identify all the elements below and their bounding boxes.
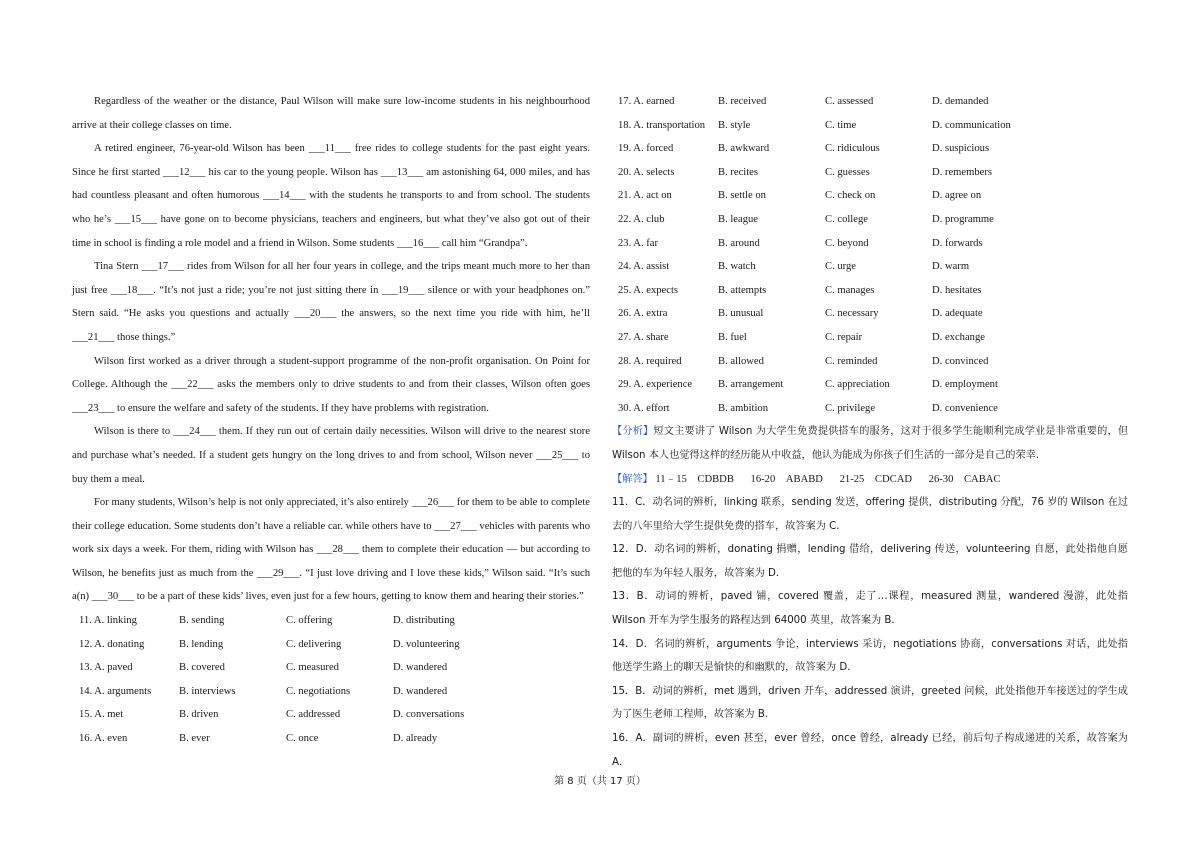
option-cell: D. conversations	[393, 709, 465, 721]
option-cell: B. sending	[179, 615, 225, 627]
option-row	[612, 373, 1128, 397]
passage-paragraph: Wilson first worked as a driver through a student-support programme of the non-profit organisation. On Point for College. Although the ___22___ asks the members only to drive students to and from their classes, Wilson often goes ___23___ to ensure the welfare and safety of the students. If they have problems with registration.	[72, 355, 590, 414]
option-cell: 18. A. transportation	[618, 119, 706, 131]
option-cell: B. settle on	[718, 190, 766, 202]
option-cell: D. convinced	[932, 355, 989, 367]
option-row	[72, 703, 590, 727]
option-cell: C. privilege	[825, 402, 876, 414]
option-row	[72, 680, 590, 704]
options-list-right	[612, 90, 1128, 420]
option-cell: C. negotiations	[286, 685, 351, 697]
option-cell: D. exchange	[932, 331, 985, 343]
option-cell: D. already	[393, 733, 438, 745]
passage-paragraph: For many students, Wilson’s help is not only appreciated, it’s also entirely ___26___ for them to be able to complete their college education. Some students don’t have a reliable car. while others have to ___27___ vehicles with parents who work six days a week. For them, riding with Wilson has ___28___ them to complete their education — but according to Wilson, he benefits just as much from the ___29___. “I just love driving and I love these kids,” Wilson said. “It’s such a(n) ___30___ to be a part of these kids’ lives, even just for a few hours, getting to know them and hearing their stories.”	[72, 497, 590, 603]
option-cell: C. repair	[825, 331, 863, 343]
passage-paragraph: Regardless of the weather or the distance, Paul Wilson will make sure low-income students in his neighbourhood arrive at their college classes on time.	[72, 96, 590, 131]
option-cell: D. demanded	[932, 96, 989, 107]
option-cell: D. programme	[932, 213, 994, 225]
option-cell: B. style	[718, 119, 751, 131]
option-cell: B. unusual	[718, 308, 764, 320]
option-cell: D. volunteering	[393, 638, 460, 650]
option-cell: D. wandered	[393, 685, 448, 697]
option-row	[612, 279, 1128, 303]
analysis-tag: 【分析】	[612, 426, 654, 438]
option-row	[72, 633, 590, 657]
option-row	[72, 609, 590, 633]
option-cell: C. addressed	[286, 709, 341, 721]
option-cell: D. distributing	[393, 615, 455, 627]
option-row	[612, 114, 1128, 138]
option-row	[612, 255, 1128, 279]
option-cell: 13. A. paved	[79, 662, 133, 674]
option-cell: D. employment	[932, 379, 998, 391]
option-row	[612, 397, 1128, 421]
answer-group: 21-25 CDCAD	[839, 473, 913, 485]
option-cell: 30. A. effort	[618, 402, 670, 414]
option-cell: 15. A. met	[79, 709, 124, 721]
option-cell: 24. A. assist	[618, 261, 670, 273]
option-cell: C. urge	[825, 261, 856, 273]
option-cell: C. time	[825, 119, 857, 131]
right-column	[612, 90, 1128, 774]
option-cell: 20. A. selects	[618, 166, 675, 178]
option-cell: C. reminded	[825, 355, 878, 367]
option-cell: B. ever	[179, 733, 210, 745]
option-cell: D. forwards	[932, 237, 983, 249]
option-cell: 19. A. forced	[618, 143, 674, 155]
option-cell: B. allowed	[718, 355, 764, 367]
option-cell: B. fuel	[718, 331, 747, 343]
page-footer: 第 8 页（共 17 页）	[554, 776, 646, 787]
option-row	[612, 232, 1128, 256]
option-cell: 16. A. even	[79, 733, 128, 745]
option-cell: B. interviews	[179, 685, 236, 697]
passage	[72, 90, 590, 609]
option-cell: 25. A. expects	[618, 284, 679, 296]
explanation-item: 13．B．动词的辨析，paved 铺，covered 覆盖，走了…课程，measured 测量，wandered 漫游，此处指 Wilson 开车为学生服务的路程达到 64000 英里，故答案为 B．	[612, 591, 1128, 627]
option-cell: B. lending	[179, 638, 224, 650]
option-cell: 26. A. extra	[618, 308, 668, 320]
explanation-item: 15．B．动词的辨析，met 遇到，driven 开车，addressed 演讲，greeted 问候，此处指他开车接送过的学生成为了医生老师工程师，故答案为 B．	[612, 685, 1128, 721]
option-row	[72, 727, 590, 751]
explanation-item: 12．D．动名词的辨析，donating 捐赠，lending 借给，delivering 传送，volunteering 自愿，此处指他自愿把他的车为年轻人服务，故答案为 D．	[612, 544, 1128, 579]
option-row	[72, 656, 590, 680]
option-cell: B. ambition	[718, 402, 769, 414]
option-cell: D. adequate	[932, 308, 983, 320]
option-cell: D. warm	[932, 261, 970, 273]
options-list-left	[72, 609, 590, 751]
option-row	[612, 161, 1128, 185]
answer-key	[612, 468, 1128, 492]
explanation-item: 16．A．副词的辨析，even 甚至，ever 曾经，once 曾经，already 已经，前后句子构成递进的关系，故答案为 A．	[612, 733, 1128, 768]
option-cell: B. received	[718, 96, 767, 107]
option-cell: C. offering	[286, 615, 333, 627]
option-cell: C. beyond	[825, 237, 869, 249]
analysis-section	[612, 420, 1128, 467]
option-cell: C. manages	[825, 284, 875, 296]
option-row	[612, 302, 1128, 326]
option-cell: C. appreciation	[825, 379, 890, 391]
option-row	[612, 326, 1128, 350]
option-cell: C. delivering	[286, 638, 342, 650]
option-cell: 23. A. far	[618, 237, 659, 249]
answer-tag: 【解答】	[612, 473, 653, 485]
option-cell: C. guesses	[825, 166, 870, 178]
option-row	[612, 350, 1128, 374]
option-cell: D. convenience	[932, 402, 998, 414]
option-cell: D. remembers	[932, 166, 993, 178]
option-cell: B. league	[718, 213, 759, 225]
option-cell: 29. A. experience	[618, 379, 693, 391]
option-row	[612, 137, 1128, 161]
option-cell: C. check on	[825, 190, 876, 202]
option-cell: 28. A. required	[618, 355, 682, 367]
explanation-item: 11．C．动名词的辨析，linking 联系，sending 发送，offering 提供，distributing 分配，76 岁的 Wilson 在过去的八年里给大学生提供免费的搭车，故答案为 C．	[612, 497, 1128, 532]
option-cell: C. college	[825, 213, 868, 225]
option-cell: B. covered	[179, 662, 225, 674]
option-cell: 17. A. earned	[618, 96, 675, 107]
explanation-item: 14．D．名词的辨析，arguments 争论，interviews 采访，negotiations 协商，conversations 对话，此处指他送学生路上的聊天是愉快的和幽默的，故答案为 D．	[612, 638, 1128, 674]
answer-group: 16-20 ABABD	[750, 473, 823, 485]
option-cell: B. watch	[718, 261, 756, 273]
option-cell: C. ridiculous	[825, 143, 880, 155]
option-cell: 22. A. club	[618, 213, 665, 225]
option-row	[612, 208, 1128, 232]
option-cell: 27. A. share	[618, 331, 669, 343]
option-cell: B. driven	[179, 709, 219, 721]
passage-paragraph: A retired engineer, 76-year-old Wilson has been ___11___ free rides to college students for the past eight years. Since he first started ___12___ his car to the young people. Wilson has ___13___ am astonishing 64, 000 miles, and has had countless pleasant and often humorous ___14___ with the students he transports to and from school. The students who he’s ___15___ have gone on to become physicians, teachers and engineers, but what they’ve also got out of their time in school is finding a role model and a friend in Wilson. Some students ___16___ call him “Grandpa”.	[72, 143, 590, 249]
answer-group: 26-30 CABAC	[928, 473, 1001, 485]
option-cell: C. once	[286, 733, 319, 745]
option-cell: C. measured	[286, 662, 339, 674]
option-cell: D. agree on	[932, 190, 982, 202]
option-cell: 21. A. act on	[618, 190, 672, 202]
passage-paragraph: Tina Stern ___17___ rides from Wilson for all her four years in college, and the trips meant much more to her than just free ___18___. “It’s not just a ride; you’re not just sitting there in ___19___ silence or with your headphones on.” Stern said. “He asks you questions and actually ___20___ the answers, so the next time you ride with him, he’ll ___21___ those things.”	[72, 261, 590, 343]
option-cell: 14. A. arguments	[79, 685, 152, 697]
option-cell: B. attempts	[718, 284, 767, 296]
option-cell: D. wandered	[393, 662, 448, 674]
analysis-text: 短文主要讲了 Wilson 为大学生免费提供搭车的服务，这对于很多学生能顺利完成学业是非常重要的，但 Wilson 本人也觉得这样的经历能从中收益，他认为能成为你孩子们生活的一部分是自己的荣幸.	[612, 426, 1129, 461]
left-column	[72, 90, 590, 751]
option-row	[612, 184, 1128, 208]
option-cell: C. assessed	[825, 96, 874, 107]
option-cell: D. suspicious	[932, 143, 990, 155]
option-cell: D. communication	[932, 119, 1011, 131]
passage-paragraph: Wilson is there to ___24___ them. If they run out of certain daily necessities. Wilson will drive to the nearest store and purchase what’s needed. If a student gets hungry on the long drives to and from school, Wilson never ___25___ to buy them a meal.	[72, 426, 590, 485]
option-row	[612, 90, 1128, 114]
option-cell: C. necessary	[825, 308, 879, 320]
option-cell: 11. A. linking	[79, 615, 137, 627]
option-cell: B. arrangement	[718, 379, 784, 391]
explanations-list	[612, 491, 1128, 774]
option-cell: D. hesitates	[932, 284, 982, 296]
answer-group: 11﹣15 CDBDB	[655, 473, 734, 485]
option-cell: B. recites	[718, 166, 759, 178]
option-cell: B. awkward	[718, 143, 770, 155]
option-cell: 12. A. donating	[79, 638, 145, 650]
option-cell: B. around	[718, 237, 760, 249]
